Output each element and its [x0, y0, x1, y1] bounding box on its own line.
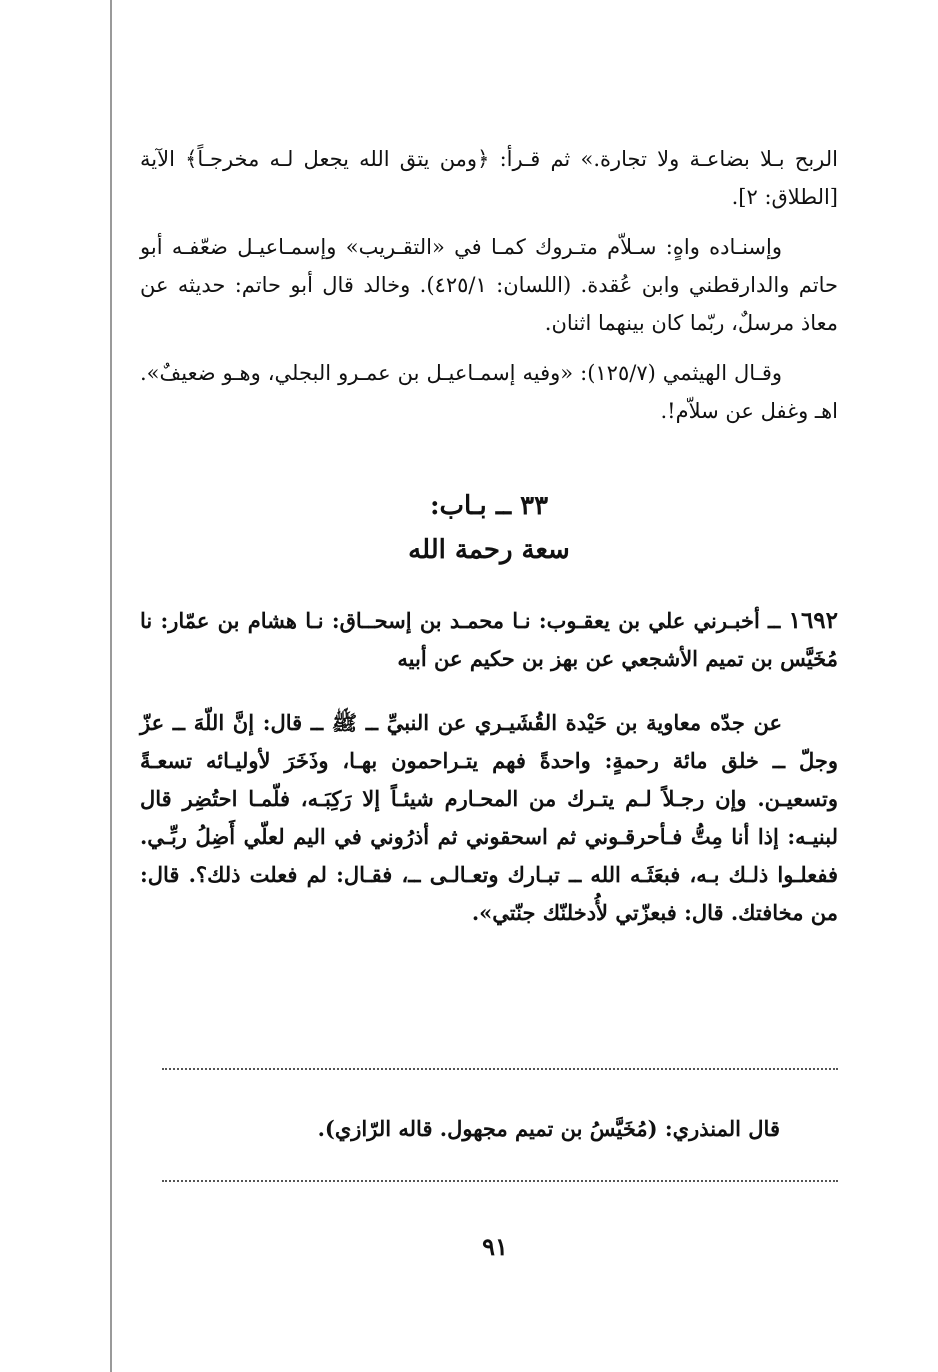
- paragraph-3: وقـال الهيثمي (١٢٥/٧): «وفيه إسمـاعيـل بن عمـرو البجلي، وهـو ضعيفٌ». اهـ وغفل عن سلاّم!.: [140, 361, 838, 423]
- hadith-isnad-text: ــ أخبـرني علي بن يعقـوب: نـا محمـد بن إسحــاق: نـا هشام بن عمّار: نا مُخَيَّس بن تميم الأشجعي عن بهز بن حكيم عن أبيه: [140, 608, 838, 671]
- page-margin-rule: [110, 0, 112, 1372]
- page-number: ٩١: [482, 1232, 508, 1261]
- footnote-separator-top: [162, 1068, 838, 1070]
- chapter-number: ٣٣ ــ بـاب:: [429, 491, 549, 521]
- paragraph-1: الربح بـلا بضاعـة ولا تجارة.» ثم قـرأ: ﴿ومن يتق الله يجعل لـه مخرجـاً﴾ الآية [الطلاق: ٢].: [140, 147, 838, 209]
- hadith-matn: عن جدّه معاوية بن حَيْدة القُشَيـري عن النبيِّ ــ ﷺ ــ قال: إنَّ اللّهَ ــ عزّ وجلّ ــ خلق مائة رحمةٍ: واحدةً فهم يتـراحمون بهـا، وذَخَرَ لأوليـائه تسعـةً وتسعيـن. وإن رجـلاً لـم يتـرك من المحـارم شيئـاً إلا رَكِبَـه، فلّمـا احتُضِر قال لبنيـه: إذا أنا مِتُّ فـأحرقـوني ثم اسحقوني ثم أذرُوني في اليم لعلّي أَضِلُ ربِّـي. ففعلـوا ذلـك بـه، فبعَثَـه الله ــ تبـارك وتعـالـى ــ، فقـال: لم فعلت ذلك؟. قال: من مخافتك. قال: فبعزّتي لأُدخلنّك جنّتي».: [140, 710, 838, 925]
- footnote: قال المنذري: (مُخَيَّسُ بن تميم مجهول. قاله الرّازي).: [317, 1116, 780, 1141]
- chapter-title: سعة رحمة الله: [408, 535, 570, 565]
- hadith-isnad: [140, 602, 838, 678]
- page-body: [140, 140, 838, 932]
- footnote-separator-bottom: [162, 1180, 838, 1182]
- paragraph-2: وإسنـاده واهٍ: سـلاّم متـروك كمـا في «التقـريب» وإسمـاعيـل ضعّفـه أبو حاتم والدارقطني وابن عُقدة. (اللسان: ٤٢٥/١). وخالد قال أبو حاتم: حديثه عن معاذ مرسلٌ، ربّما كان بينهما اثنان.: [140, 235, 838, 335]
- hadith-number: ١٦٩٢: [788, 607, 839, 634]
